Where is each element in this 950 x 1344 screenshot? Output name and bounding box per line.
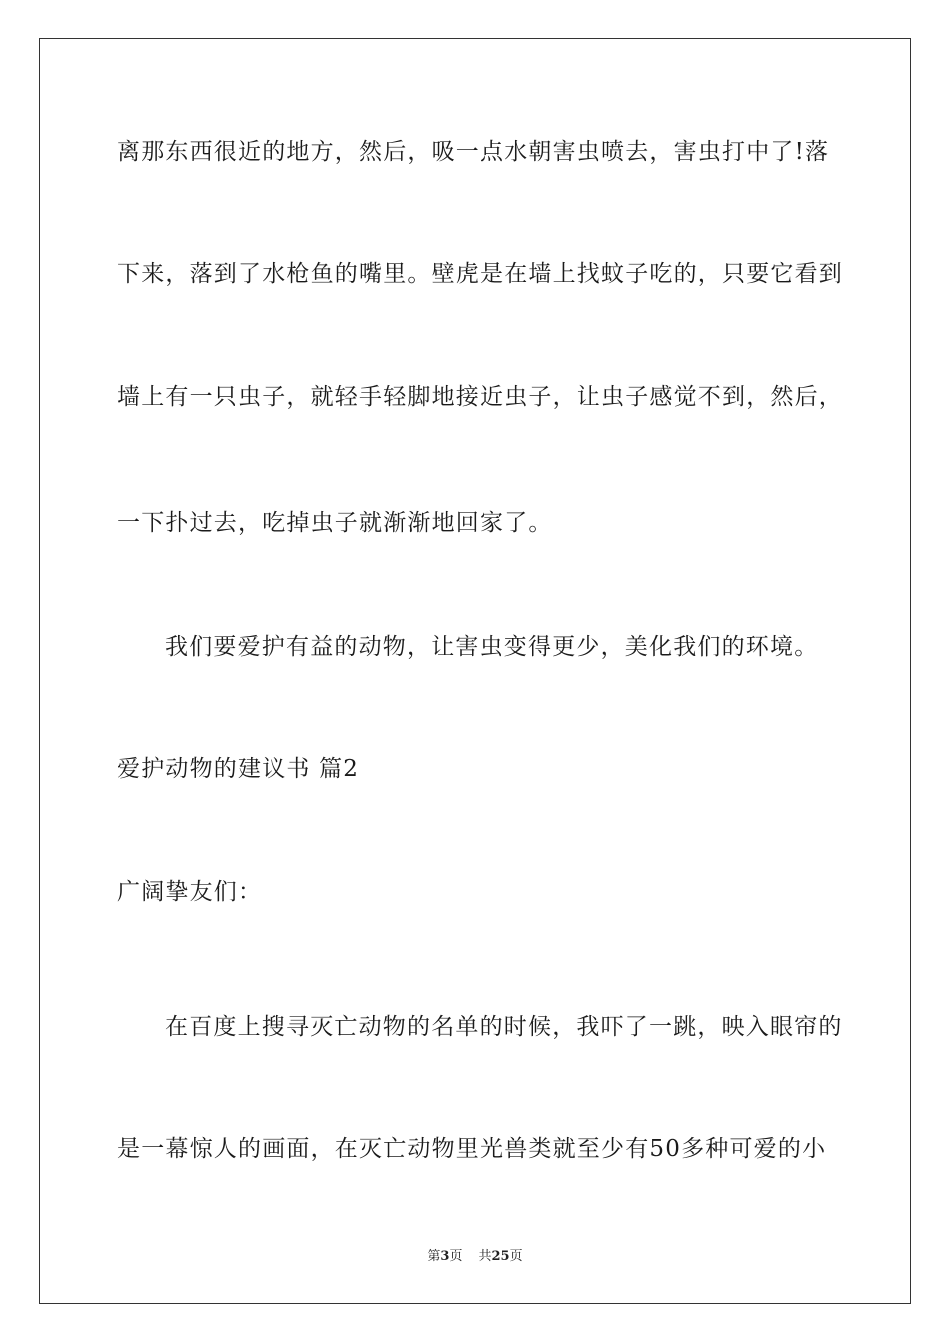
total-page-count: 25 — [491, 1249, 510, 1264]
page-prefix: 第 — [427, 1249, 441, 1264]
total-suffix: 页 — [509, 1249, 523, 1264]
page-number-footer — [0, 1247, 950, 1267]
paragraph-line: 离那东西很近的地方，然后，吸一点水朝害虫喷去，害虫打中了!落 — [117, 139, 830, 165]
paragraph-line: 我们要爱护有益的动物，让害虫变得更少，美化我们的环境。 — [165, 634, 819, 660]
paragraph-line: 下来，落到了水枪鱼的嘴里。壁虎是在墙上找蚊子吃的，只要它看到 — [117, 261, 843, 287]
paragraph-line: 在百度上搜寻灭亡动物的名单的时候，我吓了一跳，映入眼帘的 — [165, 1014, 843, 1040]
current-page-number: 3 — [440, 1249, 450, 1264]
paragraph-line: 一下扑过去，吃掉虫子就渐渐地回家了。 — [117, 510, 553, 536]
paragraph-line: 是一幕惊人的画面，在灭亡动物里光兽类就至少有50多种可爱的小 — [117, 1136, 827, 1162]
page-suffix: 页 — [449, 1249, 463, 1264]
paragraph-line: 墙上有一只虫子，就轻手轻脚地接近虫子，让虫子感觉不到，然后， — [117, 384, 843, 410]
page-border — [39, 38, 911, 1304]
section-heading: 爱护动物的建议书 篇2 — [117, 756, 360, 782]
salutation: 广阔挚友们： — [117, 879, 263, 905]
total-prefix: 共 — [478, 1249, 492, 1264]
